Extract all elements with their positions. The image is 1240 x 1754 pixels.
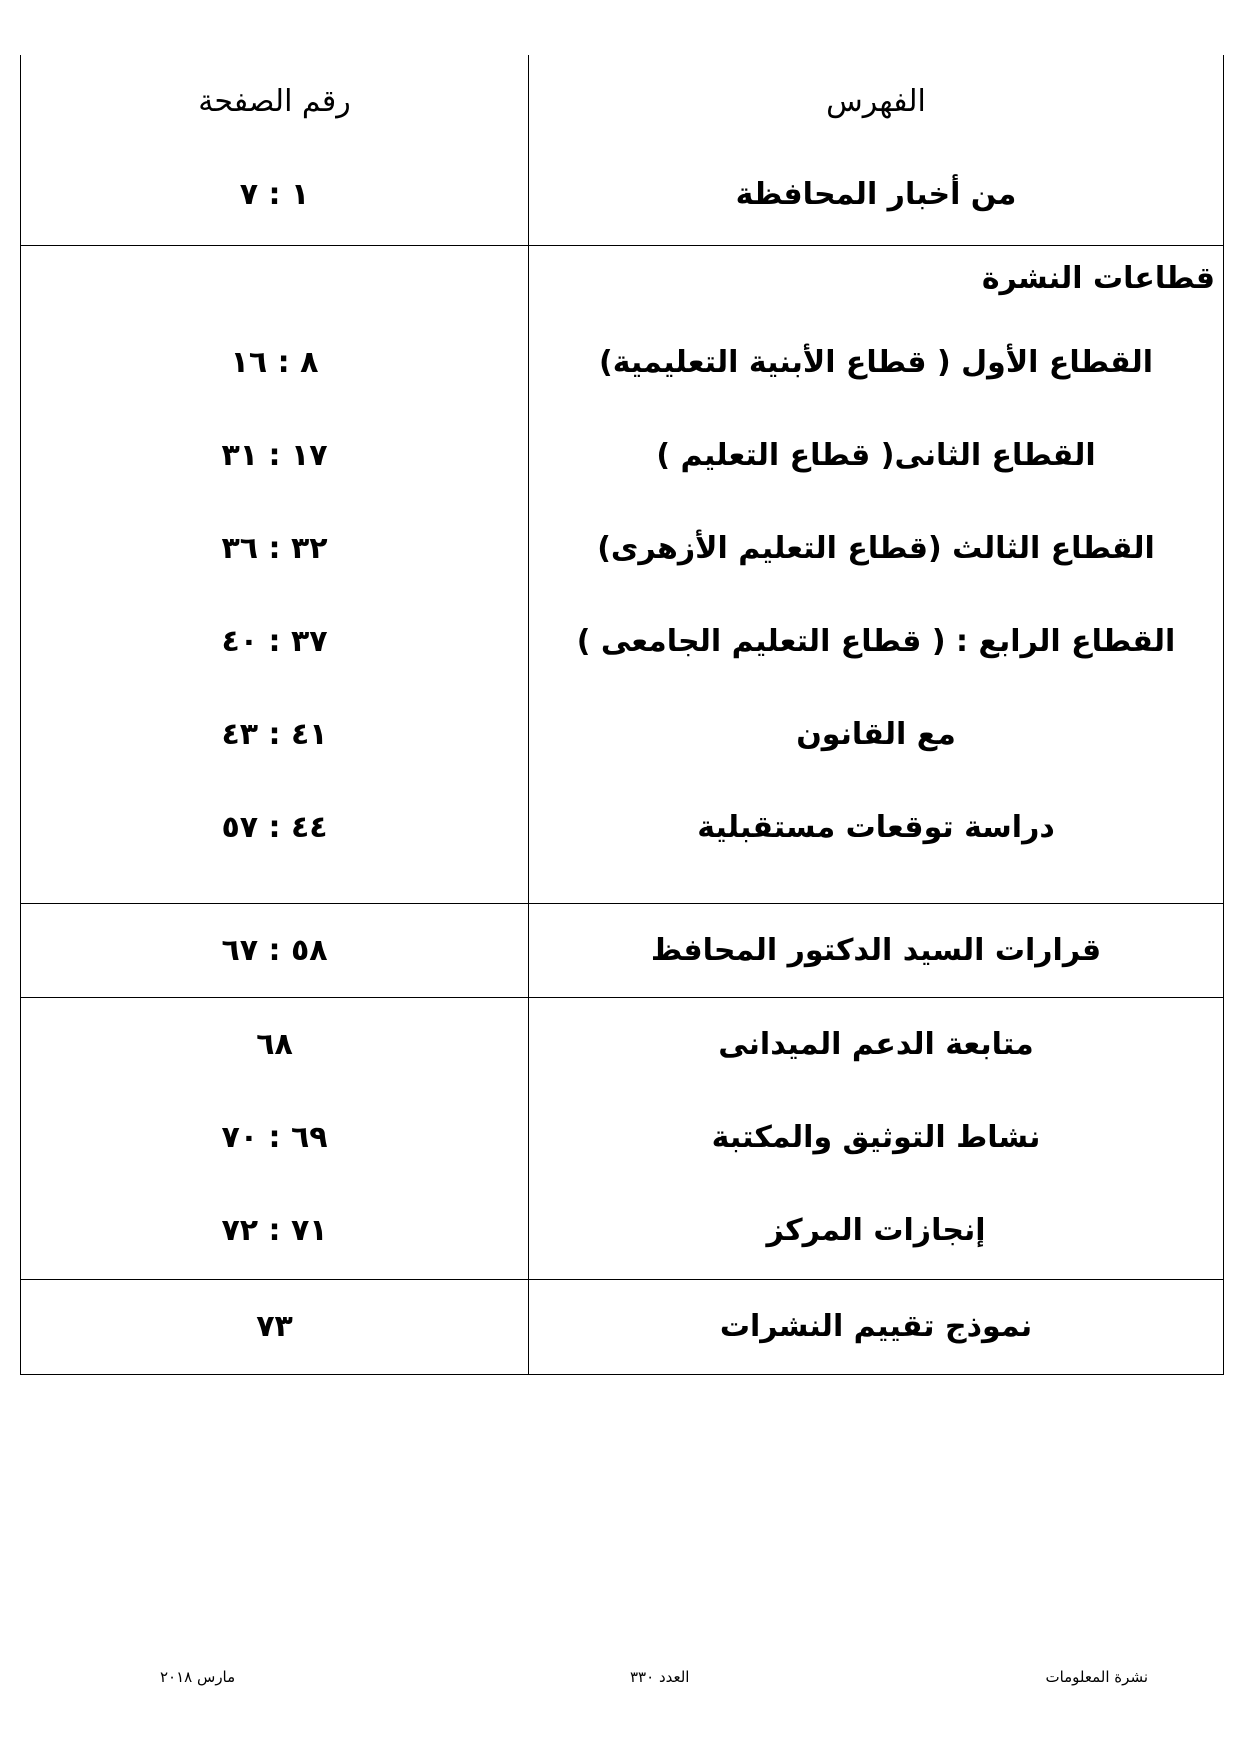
toc-row [21, 781, 1223, 874]
toc-row [21, 998, 1223, 1091]
toc-entry-title: دراسة توقعات مستقبلية [697, 810, 1055, 845]
toc-entry-pages: ٤٤ : ٥٧ [221, 810, 328, 845]
toc-entry-title: القطاع الثانى( قطاع التعليم ) [656, 438, 1096, 473]
page-number-heading: رقم الصفحة [198, 84, 351, 119]
toc-row [21, 595, 1223, 688]
toc-row [21, 148, 1223, 241]
toc-entry-title: القطاع الأول ( قطاع الأبنية التعليمية) [598, 345, 1154, 380]
toc-entry-title: قرارات السيد الدكتور المحافظ [650, 933, 1102, 968]
toc-entry-pages: ٧١ : ٧٢ [221, 1213, 328, 1248]
toc-entry-pages: ٦٩ : ٧٠ [221, 1120, 328, 1155]
sectors-subheading: قطاعات النشرة [981, 261, 1215, 296]
toc-row [21, 688, 1223, 781]
toc-entry-title: القطاع الرابع : ( قطاع التعليم الجامعى ) [576, 624, 1176, 659]
toc-entry-title: مع القانون [796, 717, 956, 752]
table-of-contents [20, 55, 1224, 1375]
toc-section-bulletin-sectors [21, 246, 1223, 904]
toc-entry-pages: ١ : ٧ [239, 177, 310, 212]
toc-entry-pages: ٤١ : ٤٣ [221, 717, 328, 752]
toc-section-governor-decisions [21, 904, 1223, 998]
toc-row [21, 502, 1223, 595]
toc-section-governorate-news [21, 55, 1223, 246]
toc-entry-pages: ٣٧ : ٤٠ [221, 624, 328, 659]
toc-row [21, 409, 1223, 502]
toc-entry-pages: ٧٣ [256, 1309, 293, 1344]
footer-publication: نشرة المعلومات [1045, 1668, 1148, 1686]
toc-row [21, 246, 1223, 311]
toc-row [21, 1091, 1223, 1184]
toc-entry-pages: ٣٢ : ٣٦ [221, 531, 328, 566]
page-footer [0, 1668, 1240, 1698]
toc-row [21, 1280, 1223, 1373]
toc-row [21, 904, 1223, 997]
toc-entry-title: إنجازات المركز [766, 1213, 986, 1248]
toc-section-evaluation-form [21, 1280, 1223, 1375]
toc-entry-pages: ٥٨ : ٦٧ [221, 933, 328, 968]
toc-entry-title: من أخبار المحافظة [735, 177, 1017, 212]
toc-header-row [21, 55, 1223, 148]
index-heading: الفهرس [826, 84, 926, 119]
footer-date: مارس ٢٠١٨ [160, 1668, 236, 1686]
toc-entry-pages: ٦٨ [256, 1027, 293, 1062]
toc-entry-title: نشاط التوثيق والمكتبة [711, 1120, 1041, 1155]
toc-section-center-activities [21, 998, 1223, 1280]
footer-issue: العدد ٣٣٠ [630, 1668, 690, 1686]
toc-entry-title: متابعة الدعم الميدانى [718, 1027, 1034, 1062]
toc-row [21, 316, 1223, 409]
toc-row [21, 1184, 1223, 1277]
toc-entry-title: نموذج تقييم النشرات [719, 1309, 1033, 1344]
toc-entry-pages: ١٧ : ٣١ [221, 438, 328, 473]
toc-entry-title: القطاع الثالث (قطاع التعليم الأزهرى) [597, 531, 1155, 566]
toc-entry-pages: ٨ : ١٦ [230, 345, 319, 380]
